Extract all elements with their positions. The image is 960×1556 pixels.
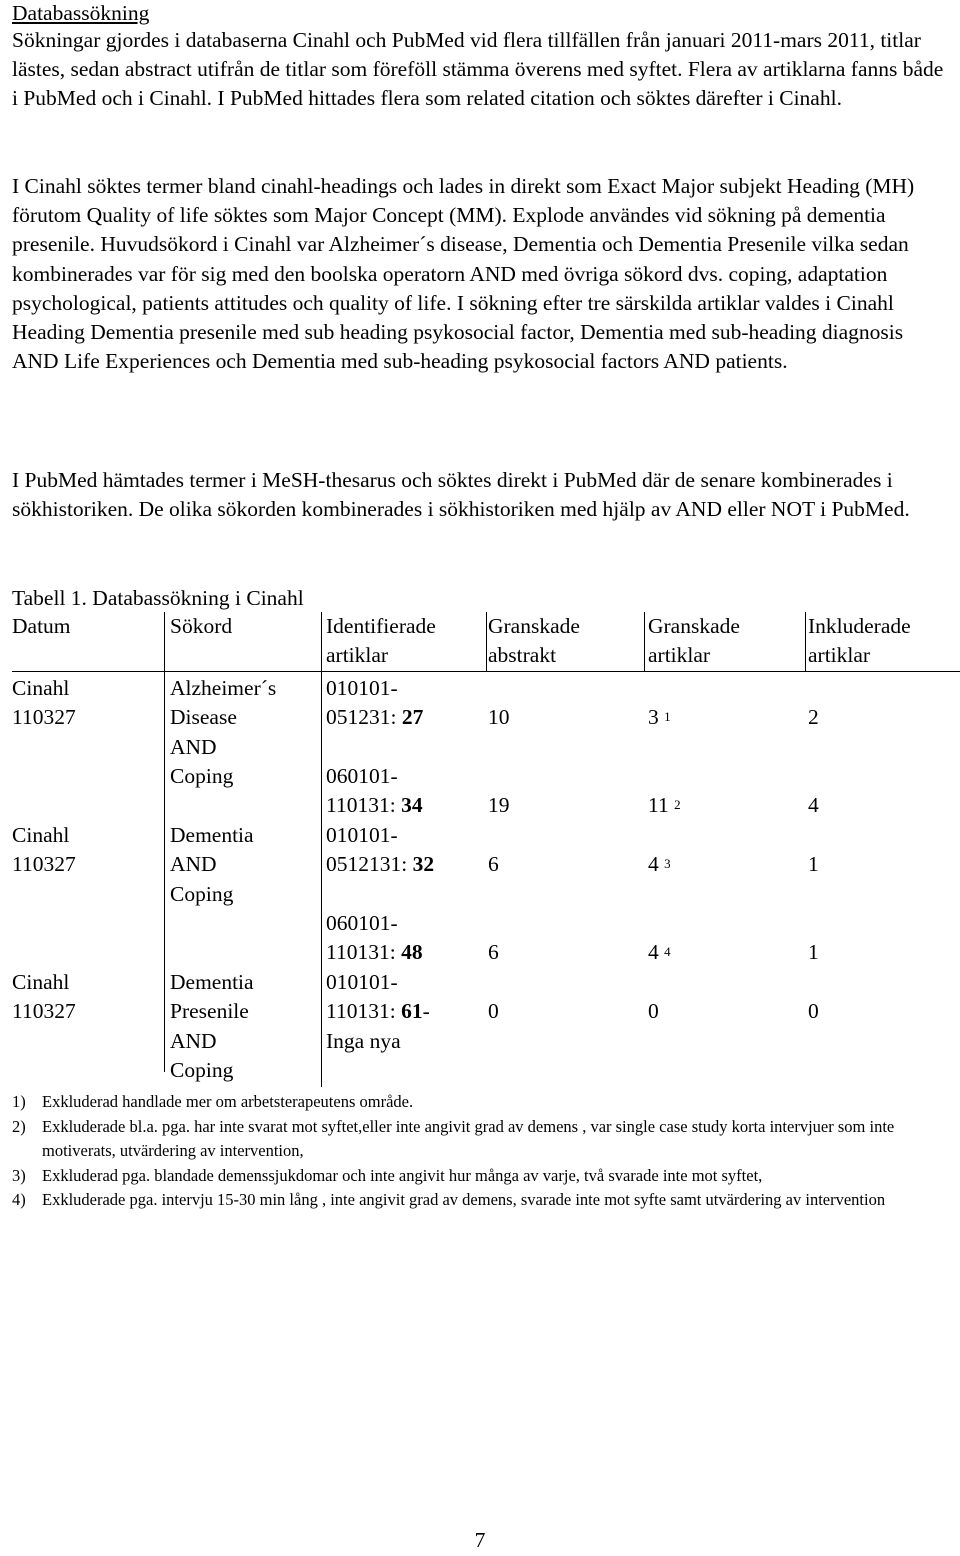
footnote-item: 2) Exkluderade bl.a. pga. har inte svarat mot syftet,eller inte angivit grad av demens , var single case study korta intervjuer som inte motiverats, utvärdering av intervention, [12,1116,895,1160]
cell-inkluderade: 4 [808,793,819,817]
paragraph-cinahl-method: I Cinahl söktes termer bland cinahl-headings och lades in direkt som Exact Major subjekt Heading (MH) förutom Quality of life söktes som Major Concept (MM). Explode användes vid sökning på dementia presenile. Huvudsökord i Cinahl var Alzheimer´s disease, Dementia och Dementia Presenile vilka sedan kombinerades var för sig med den boolska operatorn AND med övriga sökord dvs. coping, adaptation psychological, patients attitudes och quality of life. I sökning efter tre särskilda artiklar valdes i Cinahl Heading Dementia presenile med sub heading psykosocial factor, Dementia med sub-heading diagnosis AND Life Experiences och Dementia med sub-heading psykosocial factors AND patients. [12,174,915,374]
header-identifierade: Identifierade artiklar [326,614,436,668]
section-heading: Databassökning [12,1,150,25]
cell-abstrakt: 6 [488,940,499,964]
cell-abstrakt: 10 [488,705,510,729]
header-sokord: Sökord [170,614,233,638]
column-divider [805,612,806,672]
footnote-item: 3) Exkluderad pga. blandade demenssjukdomar och inte angivit hur många av varje, två svarade inte mot syftet, [12,1165,763,1185]
cell-inkluderade: 0 [808,999,819,1023]
cell-datum: Cinahl 110327 [12,676,76,730]
cell-artiklar: 11 $^2$ [648,793,681,817]
cell-identifierade: 060101- 110131: 34 [326,764,423,818]
footnote-item: 4) Exkluderade pga. intervju 15-30 min lång , inte angivit grad av demens, svarade inte mot syfte samt utvärdering av intervention [12,1190,886,1209]
header-datum: Datum [12,614,71,638]
cell-datum: Cinahl 110327 [12,970,76,1024]
header-inkluderade: Inkluderade artiklar [808,614,911,668]
cell-artiklar: 0 [648,999,659,1023]
paragraph-pubmed-method: I PubMed hämtades termer i MeSH-thesarus och söktes direkt i PubMed där de senare kombinerades i sökhistoriken. De olika sökorden kombinerades i sökhistoriken med hjälp av AND eller NOT i PubMed. [12,468,910,522]
page-number: 7 [474,1528,486,1552]
header-granskade-abstrakt: Granskade abstrakt [488,614,580,668]
cell-identifierade: 060101- 110131: 48 [326,911,423,965]
footnote-item: 1) Exkluderad handlade mer om arbetsterapeutens område. [12,1092,414,1111]
paragraph-search-overview: Sökningar gjordes i databaserna Cinahl och PubMed vid flera tillfällen från januari 2011-mars 2011, titlar lästes, sedan abstract utifrån de titlar som föreföll stämma överens med syftet. Flera av artiklarna fanns både i PubMed och i Cinahl. I PubMed hittades flera som related citation och söktes därefter i Cinahl. [12,28,944,111]
search-table [12,612,960,1083]
cell-inkluderade: 1 [808,940,819,964]
cell-artiklar: 4 $^4$ [648,940,671,964]
cell-artiklar: 3 $^1$ [648,705,671,729]
cell-identifierade: 010101- 051231: 27 [326,676,424,730]
cell-identifierade: 010101- 0512131: 32 [326,823,435,877]
cell-inkluderade: 1 [808,852,819,876]
cell-sokord: Dementia AND Coping [170,823,254,906]
column-divider [486,612,487,672]
cell-abstrakt: 0 [488,999,499,1023]
cell-abstrakt: 19 [488,793,510,817]
table-row [12,674,960,822]
footnotes [12,1090,948,1213]
cell-sokord: Dementia Presenile AND Coping [170,970,254,1083]
cell-artiklar: 4 $^3$ [648,852,671,876]
cell-inkluderade: 2 [808,705,819,729]
cell-datum: Cinahl 110327 [12,823,76,877]
header-granskade-artiklar: Granskade artiklar [648,614,740,668]
table-caption: Tabell 1. Databassökning i Cinahl [12,586,304,610]
cell-abstrakt: 6 [488,852,499,876]
cell-sokord: Alzheimer´s Disease AND Coping [170,676,277,789]
cell-identifierade: 010101- 110131: 61- Inga nya [326,970,430,1053]
table-row [12,821,960,969]
column-divider [644,612,645,672]
table-row [12,968,960,1088]
